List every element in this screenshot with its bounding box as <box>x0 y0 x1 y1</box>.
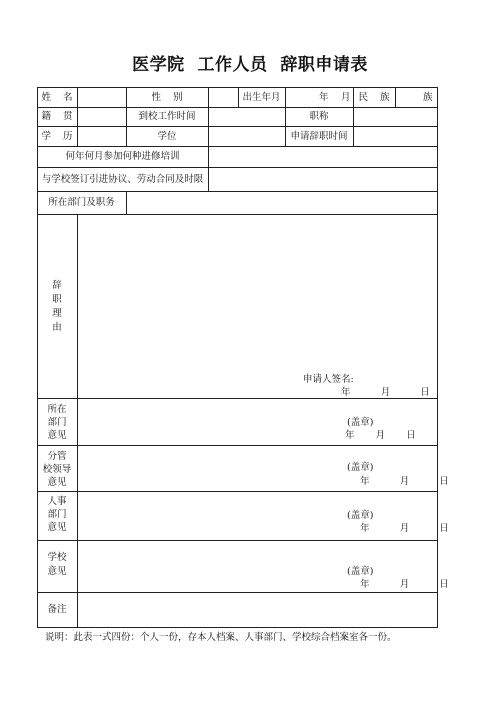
row-divider <box>37 445 438 446</box>
join-date-label: 到校工作时间 <box>138 111 196 122</box>
name-label: 姓 名 <box>41 92 73 103</box>
table-border-left <box>37 87 38 628</box>
birth-year-label: 年 <box>319 92 329 103</box>
leader-seal-label: (盖章) <box>347 462 374 473</box>
row-divider <box>37 540 438 541</box>
job-title-label: 职称 <box>309 111 329 122</box>
row-divider <box>37 107 438 108</box>
apply-date-label: 申请辞职时间 <box>290 131 348 142</box>
table-border-bottom <box>37 627 438 628</box>
column-divider <box>126 191 127 214</box>
row-divider <box>37 146 438 147</box>
hr-opinion-label-line: 部门 <box>47 509 67 520</box>
reason-label-char: 辞 <box>52 280 62 291</box>
row-divider <box>37 592 438 593</box>
column-divider <box>208 146 209 191</box>
leader-opinion-date: 年 月 日 <box>360 476 449 487</box>
hr-seal-label: (盖章) <box>347 510 374 521</box>
leader-opinion-label-line: 分管 <box>47 451 67 462</box>
reason-label-char: 由 <box>52 322 62 333</box>
footnote: 说明：此表一式四份：个人一份，存本人档案、人事部门、学校综合档案室各一份。 <box>45 632 397 643</box>
row-divider <box>37 214 438 215</box>
dept-opinion-label-line: 部门 <box>47 417 67 428</box>
leader-opinion-label-line: 意见 <box>47 477 67 488</box>
dept-seal-label: (盖章) <box>347 417 374 428</box>
applicant-signature-label: 申请人签名: <box>303 374 354 385</box>
row-divider <box>37 167 438 168</box>
row-divider <box>37 126 438 127</box>
school-opinion-label-line: 学校 <box>47 552 67 563</box>
column-divider <box>77 87 78 146</box>
hr-opinion-date: 年 月 日 <box>360 523 449 534</box>
hr-opinion-label-line: 人事 <box>47 496 67 507</box>
row-divider <box>37 191 438 192</box>
column-divider <box>208 87 209 146</box>
school-opinion-label-line: 意见 <box>47 566 67 577</box>
ethnicity-label: 民 族 <box>358 92 390 103</box>
dept-opinion-date: 年 月 日 <box>345 430 416 441</box>
native-place-label: 籍 贯 <box>41 111 73 122</box>
column-divider <box>77 214 78 628</box>
school-opinion-date: 年 月 日 <box>360 579 449 590</box>
education-label: 学 历 <box>41 131 73 142</box>
agreement-label: 与学校签订引进协议、劳动合同及时限 <box>41 174 204 185</box>
reason-label-char: 职 <box>52 294 62 305</box>
column-divider <box>395 87 396 107</box>
dept-opinion-label-line: 所在 <box>47 404 67 415</box>
row-divider <box>37 491 438 492</box>
birth-month-label: 月 <box>341 92 351 103</box>
row-divider <box>37 398 438 399</box>
gender-label: 性 别 <box>151 92 183 103</box>
dept-opinion-label-line: 意见 <box>47 430 67 441</box>
school-seal-label: (盖章) <box>347 566 374 577</box>
ethnicity-suffix: 族 <box>423 92 433 103</box>
reason-date: 年 月 日 <box>341 387 430 398</box>
remarks-label: 备注 <box>47 604 67 615</box>
table-border-right <box>437 87 438 628</box>
training-label: 何年何月参加何种进修培训 <box>65 151 180 162</box>
dept-position-label: 所在部门及职务 <box>48 197 115 208</box>
reason-label-char: 理 <box>52 308 62 319</box>
leader-opinion-label-line: 校领导 <box>42 464 72 475</box>
hr-opinion-label-line: 意见 <box>47 522 67 533</box>
degree-label: 学位 <box>157 131 177 142</box>
birth-label: 出生年月 <box>242 92 281 103</box>
page-title: 医学院 工作人员 辞职申请表 <box>132 55 368 75</box>
